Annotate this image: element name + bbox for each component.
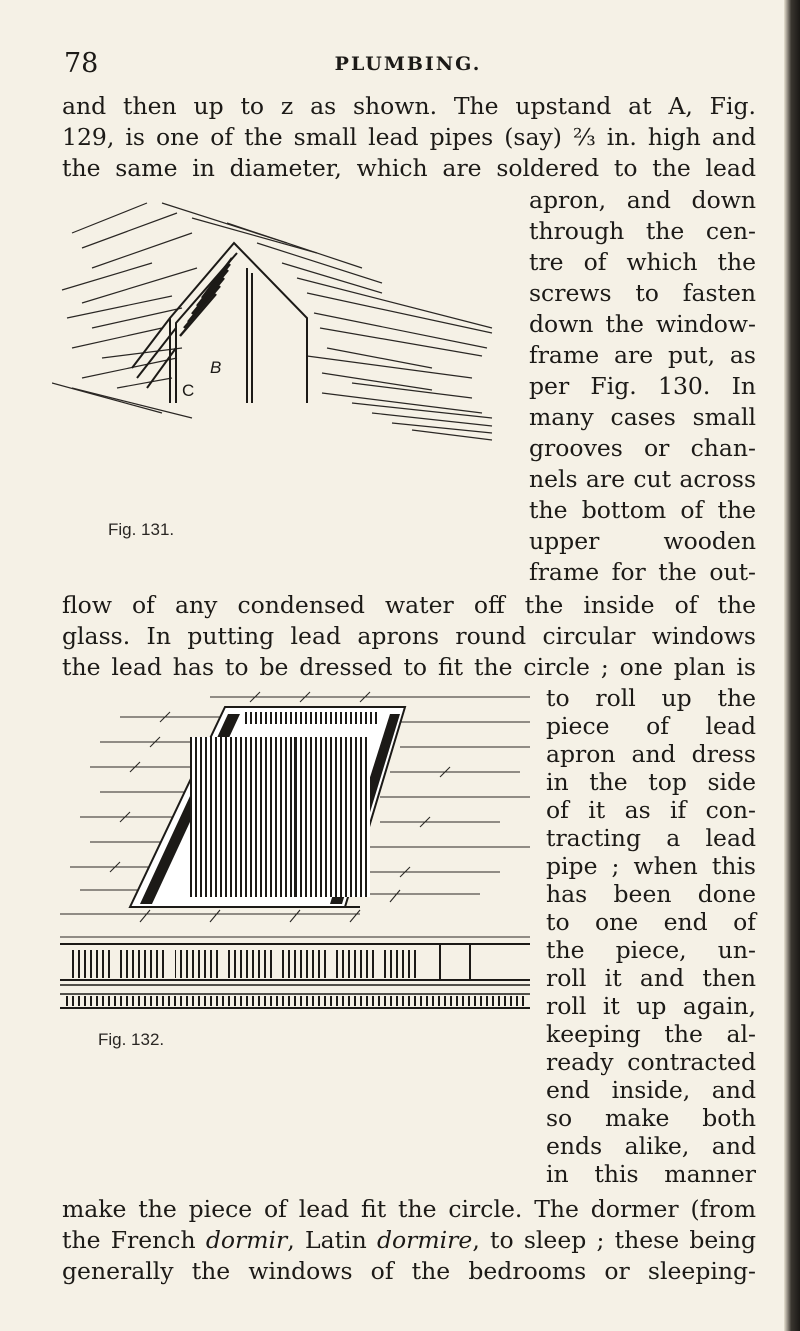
text-run: , to sleep ; these being	[472, 1226, 756, 1254]
text-run: , Latin	[287, 1226, 377, 1254]
text-line: generally the windows of the bedrooms or sleeping-	[62, 1257, 756, 1285]
text-line: roll it up again,	[546, 992, 756, 1020]
text-line: upper wooden	[529, 527, 756, 555]
italic-term-dormire: dormire	[376, 1226, 473, 1254]
text-line: the piece, un-	[546, 936, 756, 964]
text-line: tre of which the	[529, 248, 756, 276]
text-line: to roll up the	[546, 684, 756, 712]
pipe-section-row	[60, 944, 530, 980]
text-line: roll it and then	[546, 964, 756, 992]
figure-132-caption: Fig. 132.	[98, 1030, 165, 1049]
text-line: keeping the al-	[546, 1020, 756, 1048]
text-line: of it as if con-	[546, 796, 756, 824]
text-line	[62, 1226, 756, 1254]
text-line: 129, is one of the small lead pipes (say) ⅔ in. high and	[62, 123, 756, 151]
text-line: so make both	[546, 1104, 756, 1132]
text-line: apron, and down	[529, 186, 756, 214]
text-line: per Fig. 130. In	[529, 372, 756, 400]
text-line: frame are put, as	[529, 341, 756, 369]
text-line: the same in diameter, which are soldered to the lead	[62, 154, 756, 182]
label-c: C	[182, 381, 195, 400]
text-line: down the window-	[529, 310, 756, 338]
text-line: grooves or chan-	[529, 434, 756, 462]
text-line: apron and dress	[546, 740, 756, 768]
text-line: frame for the out-	[529, 558, 756, 586]
text-line: in this manner	[546, 1160, 756, 1188]
text-line: screws to fasten	[529, 279, 756, 307]
text-line: end inside, and	[546, 1076, 756, 1104]
text-line: the lead has to be dressed to fit the circle ; one plan is	[62, 653, 756, 681]
text-line: tracting a lead	[546, 824, 756, 852]
text-line: in the top side	[546, 768, 756, 796]
page-number: 78	[64, 48, 99, 79]
text-line: make the piece of lead fit the circle. The dormer (from	[62, 1195, 756, 1223]
lead-apron-rolled-shape	[130, 707, 405, 907]
dormer-outline	[132, 243, 307, 403]
figure-132-circular-window-apron-diagram	[60, 682, 538, 1012]
label-b: B	[210, 358, 222, 377]
text-line: glass. In putting lead aprons round circular windows	[62, 622, 756, 650]
text-line: has been done	[546, 880, 756, 908]
page-header	[58, 48, 758, 78]
text-line: many cases small	[529, 403, 756, 431]
text-line: the bottom of the	[529, 496, 756, 524]
text-line: piece of lead	[546, 712, 756, 740]
hatch-lines-right	[52, 203, 492, 440]
book-spine-edge	[784, 0, 800, 1331]
base-strip	[60, 985, 530, 1008]
text-line: flow of any condensed water off the inside of the	[62, 591, 756, 619]
text-line: to one end of	[546, 908, 756, 936]
text-line: ends alike, and	[546, 1132, 756, 1160]
text-line: nels are cut across	[529, 465, 756, 493]
text-line: pipe ; when this	[546, 852, 756, 880]
running-head: PLUMBING.	[334, 53, 482, 75]
text-line: through the cen-	[529, 217, 756, 245]
figure-131-caption: Fig. 131.	[108, 520, 175, 539]
text-line: and then up to z as shown. The upstand at A, Fig.	[62, 92, 756, 120]
figure-131-dormer-apron-diagram	[52, 178, 522, 488]
text-line: ready contracted	[546, 1048, 756, 1076]
text-run: the French	[62, 1226, 206, 1254]
italic-term-dormir: dormir	[205, 1226, 288, 1254]
